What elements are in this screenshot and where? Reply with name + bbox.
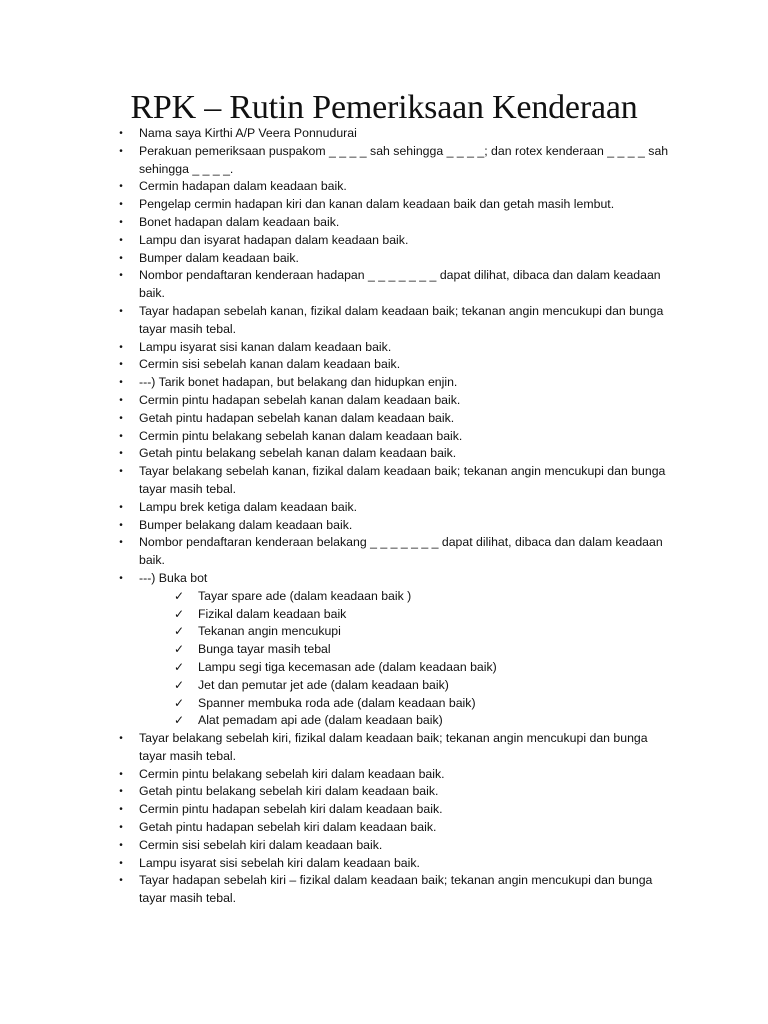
sub-list-item	[0, 659, 678, 677]
bullet-icon: •	[119, 412, 123, 424]
bullet-icon: •	[119, 145, 123, 157]
list-item-text: Tayar hadapan sebelah kanan, fizikal dalam keadaan baik; tekanan angin mencukupi dan bunga tayar masih tebal.	[139, 303, 664, 336]
sub-list-item	[0, 588, 678, 606]
sub-list-item-text: Spanner membuka roda ade (dalam keadaan baik)	[198, 695, 476, 710]
list-item-text: Cermin hadapan dalam keadaan baik.	[139, 179, 347, 194]
list-item	[0, 463, 768, 499]
bullet-icon: •	[119, 733, 123, 745]
list-item-text: Bumper dalam keadaan baik.	[139, 250, 299, 265]
list-item	[0, 819, 768, 837]
bullet-icon: •	[119, 572, 123, 584]
list-item-text: Getah pintu hadapan sebelah kanan dalam keadaan baik.	[139, 410, 455, 425]
boot-checklist	[0, 588, 678, 730]
list-item	[0, 392, 768, 410]
list-item-text: Getah pintu hadapan sebelah kiri dalam keadaan baik.	[139, 820, 437, 835]
list-item	[0, 125, 768, 143]
sub-list-item	[0, 641, 678, 659]
checkmark-icon: ✓	[174, 659, 185, 674]
bullet-icon: •	[119, 804, 123, 816]
checkmark-icon: ✓	[174, 588, 185, 603]
list-item	[0, 267, 768, 303]
list-item	[0, 374, 768, 392]
list-item	[0, 250, 768, 268]
list-item-text: Getah pintu belakang sebelah kiri dalam keadaan baik.	[139, 784, 439, 799]
bullet-icon: •	[119, 359, 123, 371]
bullet-icon: •	[119, 448, 123, 460]
list-item-text: Cermin pintu belakang sebelah kanan dalam keadaan baik.	[139, 428, 463, 443]
checklist	[0, 125, 768, 908]
bullet-icon: •	[119, 537, 123, 549]
bullet-icon: •	[119, 768, 123, 780]
list-item	[0, 766, 768, 784]
list-item	[0, 837, 768, 855]
list-item	[0, 534, 768, 570]
list-item	[0, 855, 768, 873]
list-item-text: Perakuan pemeriksaan puspakom _ _ _ _ sah sehingga _ _ _ _; dan rotex kenderaan _ _ _ _ sah sehingga _ _ _ _.	[139, 143, 669, 176]
list-item-text: ---) Tarik bonet hadapan, but belakang dan hidupkan enjin.	[139, 375, 458, 390]
checkmark-icon: ✓	[174, 606, 185, 621]
list-item-text: Tayar belakang sebelah kiri, fizikal dalam keadaan baik; tekanan angin mencukupi dan bunga tayar masih tebal.	[139, 731, 648, 763]
list-item-text: Bumper belakang dalam keadaan baik.	[139, 517, 353, 532]
sub-list-item-text: Tayar spare ade (dalam keadaan baik )	[198, 588, 412, 603]
bullet-icon: •	[119, 466, 123, 478]
list-item	[0, 428, 768, 446]
sub-list-item-text: Tekanan angin mencukupi	[198, 624, 341, 639]
bullet-icon: •	[119, 519, 123, 531]
list-item-text: Cermin sisi sebelah kiri dalam keadaan baik.	[139, 837, 383, 852]
list-item	[0, 232, 768, 250]
list-item	[0, 356, 768, 374]
list-item	[0, 445, 768, 463]
list-item	[0, 303, 768, 339]
list-item-text: Bonet hadapan dalam keadaan baik.	[139, 214, 340, 229]
checkmark-icon: ✓	[174, 677, 185, 692]
list-item	[0, 730, 768, 766]
list-item	[0, 178, 768, 196]
bullet-icon: •	[119, 394, 123, 406]
checkmark-icon: ✓	[174, 642, 185, 657]
list-item-text: Tayar belakang sebelah kanan, fizikal dalam keadaan baik; tekanan angin mencukupi dan bunga tayar masih tebal.	[139, 464, 666, 496]
sub-list-item	[0, 606, 678, 624]
list-item-text: Getah pintu belakang sebelah kanan dalam keadaan baik.	[139, 446, 457, 461]
sub-list-item-text: Jet dan pemutar jet ade (dalam keadaan baik)	[198, 677, 449, 692]
bullet-icon: •	[119, 252, 123, 264]
list-item	[0, 872, 768, 908]
bullet-icon: •	[119, 199, 123, 211]
list-item	[0, 410, 768, 428]
list-item	[0, 517, 768, 535]
list-item-text: Lampu isyarat sisi kanan dalam keadaan baik.	[139, 339, 392, 354]
list-item-text: Nombor pendaftaran kenderaan belakang _ _ _ _ _ _ _ dapat dilihat, dibaca dan dalam keadaan baik.	[139, 535, 663, 568]
bullet-icon: •	[119, 822, 123, 834]
bullet-icon: •	[119, 128, 123, 139]
bullet-icon: •	[119, 305, 123, 317]
list-item-text: Pengelap cermin hadapan kiri dan kanan dalam keadaan baik dan getah masih lembut.	[139, 197, 615, 212]
bullet-icon: •	[119, 501, 123, 513]
bullet-icon: •	[119, 839, 123, 851]
bullet-icon: •	[119, 216, 123, 228]
list-item	[0, 214, 768, 232]
list-item-text: Lampu brek ketiga dalam keadaan baik.	[139, 499, 358, 514]
list-item-text: ---) Buka bot	[139, 570, 208, 585]
document-title: RPK – Rutin Pemeriksaan Kenderaan	[130, 89, 638, 126]
list-item-text: Lampu dan isyarat hadapan dalam keadaan baik.	[139, 232, 409, 247]
list-item	[0, 801, 768, 819]
sub-list-item	[0, 695, 678, 713]
sub-list-item-text: Alat pemadam api ade (dalam keadaan baik)	[198, 713, 443, 728]
list-item	[0, 499, 768, 517]
list-item	[0, 570, 768, 730]
bullet-icon: •	[119, 857, 123, 869]
bullet-icon: •	[119, 875, 123, 887]
list-item-text: Lampu isyarat sisi sebelah kiri dalam keadaan baik.	[139, 855, 420, 870]
bullet-icon: •	[119, 181, 123, 193]
checkmark-icon: ✓	[174, 695, 185, 710]
list-item	[0, 339, 768, 357]
checkmark-icon: ✓	[174, 713, 185, 728]
sub-list-item-text: Lampu segi tiga kecemasan ade (dalam keadaan baik)	[198, 659, 497, 674]
checkmark-icon: ✓	[174, 624, 185, 639]
sub-list-item	[0, 677, 678, 695]
sub-list-item-text: Fizikal dalam keadaan baik	[198, 606, 347, 621]
list-item	[0, 783, 768, 801]
list-item-text: Nombor pendaftaran kenderaan hadapan _ _ _ _ _ _ _ dapat dilihat, dibaca dan dalam keadaan baik.	[139, 268, 661, 301]
list-item	[0, 196, 768, 214]
list-item	[0, 143, 768, 179]
bullet-icon: •	[119, 786, 123, 798]
list-item-text: Cermin pintu hadapan sebelah kiri dalam keadaan baik.	[139, 802, 443, 817]
bullet-icon: •	[119, 234, 123, 246]
sub-list-item	[0, 623, 678, 641]
sub-list-item-text: Bunga tayar masih tebal	[198, 642, 331, 657]
list-item-text: Cermin sisi sebelah kanan dalam keadaan baik.	[139, 357, 401, 372]
list-item-text: Nama saya Kirthi A/P Veera Ponnudurai	[139, 126, 357, 140]
bullet-icon: •	[119, 377, 123, 389]
list-item-text: Cermin pintu belakang sebelah kiri dalam keadaan baik.	[139, 766, 445, 781]
bullet-icon: •	[119, 341, 123, 353]
bullet-icon: •	[119, 430, 123, 442]
bullet-icon: •	[119, 270, 123, 282]
list-item-text: Cermin pintu hadapan sebelah kanan dalam keadaan baik.	[139, 392, 461, 407]
list-item-text: Tayar hadapan sebelah kiri – fizikal dalam keadaan baik; tekanan angin mencukupi dan bunga tayar masih tebal.	[139, 873, 653, 906]
sub-list-item	[0, 712, 678, 730]
